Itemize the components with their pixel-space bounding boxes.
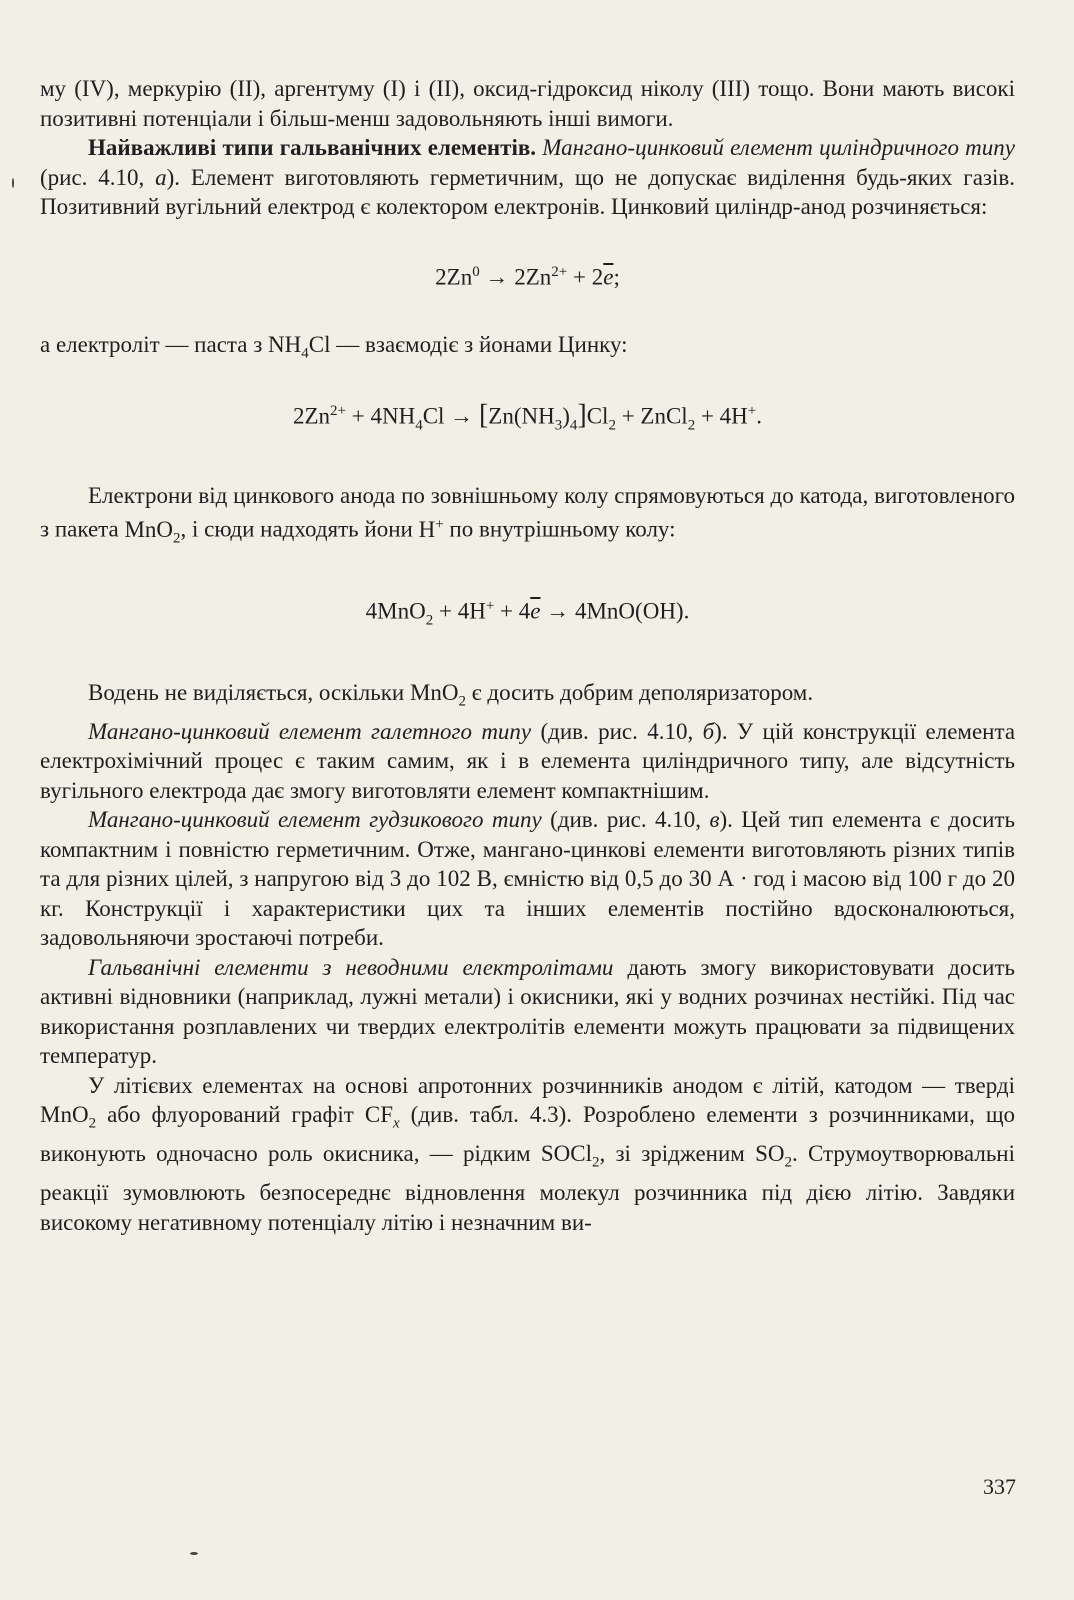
text-span: . Струмоутворювальні реакції зумовлюють безпосереднє відновлення молекул розчинника під дією літію. Завдяки високому негативному потенціалу літію і незначним ви-: [40, 1141, 1016, 1235]
text-span: є досить добрим деполяризатором.: [471, 679, 814, 705]
formula-mno2: [409, 679, 467, 710]
eq-part: ;: [613, 264, 620, 290]
eq-part: + 2: [567, 264, 604, 290]
chem-sub: 2: [173, 530, 181, 547]
text-span: або флуорований графіт: [107, 1102, 354, 1128]
chem: SO: [755, 1141, 785, 1167]
chem: NH: [268, 331, 302, 357]
formula-so2: [755, 1141, 792, 1171]
eq-part: + 4H: [433, 598, 486, 624]
paragraph-3: [40, 330, 1015, 369]
eq-sup: 2+: [330, 402, 346, 419]
eq-bracket: [: [478, 399, 489, 431]
text-span: (див. табл. 4.3). Розроблено елементи з розчинниками, що виконують одночасно роль окисника, — рідким: [40, 1102, 1016, 1167]
paragraph-9: [40, 1071, 1015, 1238]
paragraph-2: [40, 133, 1015, 222]
italic-term: Мангано-цинковий елемент циліндричного типу: [542, 135, 1016, 160]
eq-sub: 2: [608, 417, 616, 433]
text-span: ). Елемент виготовляють герметичним, що не допускає виділення будь-яких газів. Позитивний вугільний електрод є колектором електронів. Цинковий циліндр-анод розчиняється:: [40, 164, 1015, 219]
formula-nh4cl: [268, 331, 331, 362]
chem: MnO: [40, 1102, 89, 1128]
chem-sub: 2: [458, 693, 467, 710]
eq-sup: 0: [472, 263, 480, 280]
eq-part: 2Zn: [292, 403, 331, 429]
eq-part: Zn(NH: [488, 403, 555, 429]
chem-sub: x: [393, 1115, 400, 1132]
text-span: ). У цій конструкції елемента електрохімічний процес є таким самим, як і в елемента циліндричного типу, але відсутність вугільного електрода дає змогу виготовляти елемент компактнішим.: [40, 718, 1016, 803]
text-span: , і сюди надходять йони: [180, 516, 413, 542]
equation-cathode-reaction: [40, 592, 1015, 636]
eq-part: → 4MnO(OH).: [540, 598, 690, 624]
eq-part: ): [562, 403, 570, 429]
formula-mno2: [40, 1102, 97, 1132]
italic-term: Мангано-цинковий елемент галетного типу: [88, 718, 532, 744]
eq-electron: $\overline{e}$: [530, 598, 541, 624]
text-span: У літієвих елементах на основі апротонних розчинників анодом є літій, катодом — тверді: [88, 1072, 1015, 1098]
eq-part: + 4NH: [346, 403, 416, 429]
eq-electron: $\overline{e}$: [603, 264, 614, 290]
eq-sub: 4: [415, 417, 423, 433]
eq-part: Cl →: [422, 403, 479, 429]
figure-letter: в: [709, 807, 720, 833]
paragraph-8: [40, 953, 1015, 1071]
text-span: дають змогу використовувати досить активні відновники (наприклад, лужні метали) і окисники, які у водних розчинах нестійкі. Під час використання розплавлених чи твердих електролітів елементи можуть працювати за підвищених температур.: [40, 954, 1015, 1069]
eq-part: + ZnCl: [615, 403, 688, 429]
paragraph-6: [40, 717, 1015, 806]
chem: MnO: [409, 679, 459, 705]
eq-sub: 4: [569, 417, 578, 433]
paragraph-7: [40, 805, 1015, 953]
eq-part: + 4: [494, 598, 531, 624]
chem: H: [418, 516, 436, 542]
formula-h-plus: [419, 517, 444, 542]
text-span: а електроліт — паста з: [40, 331, 263, 357]
eq-sup: +: [485, 597, 495, 614]
eq-part: 4MnO: [365, 598, 426, 624]
chem-sub: 2: [591, 1154, 600, 1171]
chem-sub: 4: [301, 345, 309, 362]
eq-sub: 2: [687, 417, 696, 433]
page-body: [40, 74, 1015, 1237]
chem: Cl: [308, 331, 331, 357]
eq-sub: 2: [425, 612, 434, 628]
text-span: (див. рис. 4.10,: [540, 718, 694, 744]
chem: SOCl: [540, 1141, 592, 1167]
eq-sup: 2+: [551, 263, 568, 280]
chem: MnO: [124, 516, 174, 542]
equation-zinc-oxidation: [40, 258, 1015, 292]
formula-socl2: [540, 1141, 600, 1171]
chem-sub: 2: [88, 1115, 97, 1132]
eq-bracket: ]: [577, 399, 587, 431]
chem: CF: [364, 1102, 393, 1128]
eq-part: + 4H: [695, 403, 748, 429]
text-span: (див. рис. 4.10,: [550, 807, 702, 833]
italic-term: Гальванічні елементи з неводними електролітами: [88, 954, 614, 980]
italic-term: Мангано-цинковий елемент гудзикового типу: [88, 807, 542, 833]
eq-part: .: [756, 403, 763, 429]
text-span: — взаємодіє з йонами Цинку:: [336, 331, 628, 357]
text-span: , зі зрідженим: [599, 1141, 745, 1167]
text-span: Електрони від цинкового анода по зовнішньому колу спрямовуються до катода, виготовленого з пакета: [40, 482, 1015, 542]
eq-part: → 2Zn: [479, 264, 552, 290]
paragraph-1: му (IV), меркурію (II), аргентуму (I) і (II), оксид-гідроксид ніколу (III) тощо. Вони мають високі позитивні потенціали і більш-менш задовольняють інші вимоги.: [40, 76, 1015, 131]
chem-sup: +: [435, 516, 444, 532]
paragraph-4: [40, 481, 1015, 554]
scan-speck: [190, 1552, 198, 1555]
eq-sub: 3: [554, 417, 563, 433]
eq-part: 2Zn: [435, 264, 473, 290]
chem-sub: 2: [784, 1154, 792, 1171]
section-heading: Найважливі типи гальванічних елементів.: [88, 135, 537, 160]
formula-mno2: [124, 516, 181, 547]
formula-cfx: [364, 1102, 400, 1132]
text-span: ). Цей тип елемента є досить компактним і повністю герметичним. Отже, мангано-цинкові елементи виготовляють різних типів та для різних цілей, з напругою від 3 до 102 В, ємністю від 0,5 до 30 А · год і масою від 100 г до 20 кг. Конструкції і характеристики цих та інших елементів постійно вдосконалюються, задовольняючи зростаючі потреби.: [40, 807, 1016, 951]
equation-electrolyte-reaction: [40, 397, 1015, 441]
page-number: 337: [983, 1474, 1016, 1499]
figure-letter: а: [155, 164, 167, 190]
eq-sup: +: [747, 402, 757, 419]
text-span: Водень не виділяється, оскільки: [88, 679, 405, 705]
eq-part: Cl: [586, 403, 609, 429]
figure-letter: б: [702, 718, 715, 744]
paragraph-5: [40, 678, 1015, 717]
text-span: (рис. 4.10,: [40, 164, 145, 190]
text-span: по внутрішньому колу:: [449, 516, 676, 542]
scan-speck: [12, 178, 14, 188]
